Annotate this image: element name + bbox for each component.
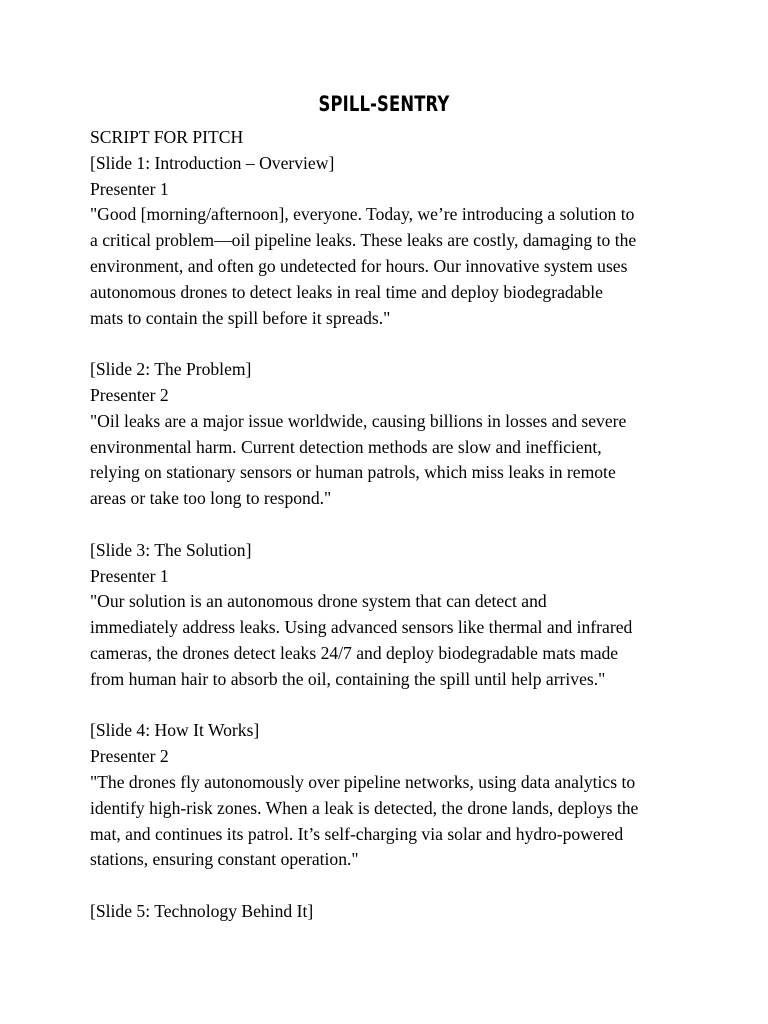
slide-4-presenter: Presenter 2 [90,746,169,767]
slide-1-text-line: environment, and often go undetected for hours. Our innovative system uses [90,255,628,276]
slide-4-text-line: mat, and continues its patrol. It’s self-charging via solar and hydro-powered [90,823,624,844]
slide-4-text-line: identify high-risk zones. When a leak is detected, the drone lands, deploys the [90,797,639,818]
slide-3-heading: [Slide 3: The Solution] [90,539,252,560]
slide-3-text-line: from human hair to absorb the oil, containing the spill until help arrives." [90,668,606,689]
slide-4-text-line: stations, ensuring constant operation." [90,849,359,870]
slide-2-section [90,357,690,512]
slide-4-section [90,718,690,873]
slide-1-text-line: mats to contain the spill before it spreads." [90,307,391,328]
slide-2-text-line: areas or take too long to respond." [90,488,332,509]
slide-1-text-line: autonomous drones to detect leaks in real time and deploy biodegradable [90,281,603,302]
slide-3-text-line: cameras, the drones detect leaks 24/7 and deploy biodegradable mats made [90,642,619,663]
slide-5-section [90,899,690,925]
slide-1-text-line: a critical problem—oil pipeline leaks. These leaks are costly, damaging to the [90,230,637,251]
slide-3-text-line: immediately address leaks. Using advanced sensors like thermal and infrared [90,617,633,638]
slide-2-text-line: environmental harm. Current detection methods are slow and inefficient, [90,436,602,457]
slide-3-section [90,538,690,693]
slide-3-text-line: "Our solution is an autonomous drone system that can detect and [90,591,547,612]
slide-4-heading: [Slide 4: How It Works] [90,720,260,741]
document-header-block [90,125,690,331]
slide-4-text-line: "The drones fly autonomously over pipeline networks, using data analytics to [90,771,636,792]
slide-5-heading: [Slide 5: Technology Behind It] [90,900,314,921]
slide-2-heading: [Slide 2: The Problem] [90,359,252,380]
document-body [90,125,690,925]
script-subtitle: SCRIPT FOR PITCH [90,127,244,147]
slide-1-heading: [Slide 1: Introduction – Overview] [90,152,335,173]
slide-1-text-line: "Good [morning/afternoon], everyone. Today, we’re introducing a solution to [90,204,635,225]
slide-1-presenter: Presenter 1 [90,178,169,199]
slide-2-presenter: Presenter 2 [90,384,169,405]
slide-3-presenter: Presenter 1 [90,565,169,586]
document-title: SPILL-SENTRY [318,92,450,116]
slide-2-text-line: relying on stationary sensors or human patrols, which miss leaks in remote [90,462,616,483]
slide-2-text-line: "Oil leaks are a major issue worldwide, causing billions in losses and severe [90,410,627,431]
